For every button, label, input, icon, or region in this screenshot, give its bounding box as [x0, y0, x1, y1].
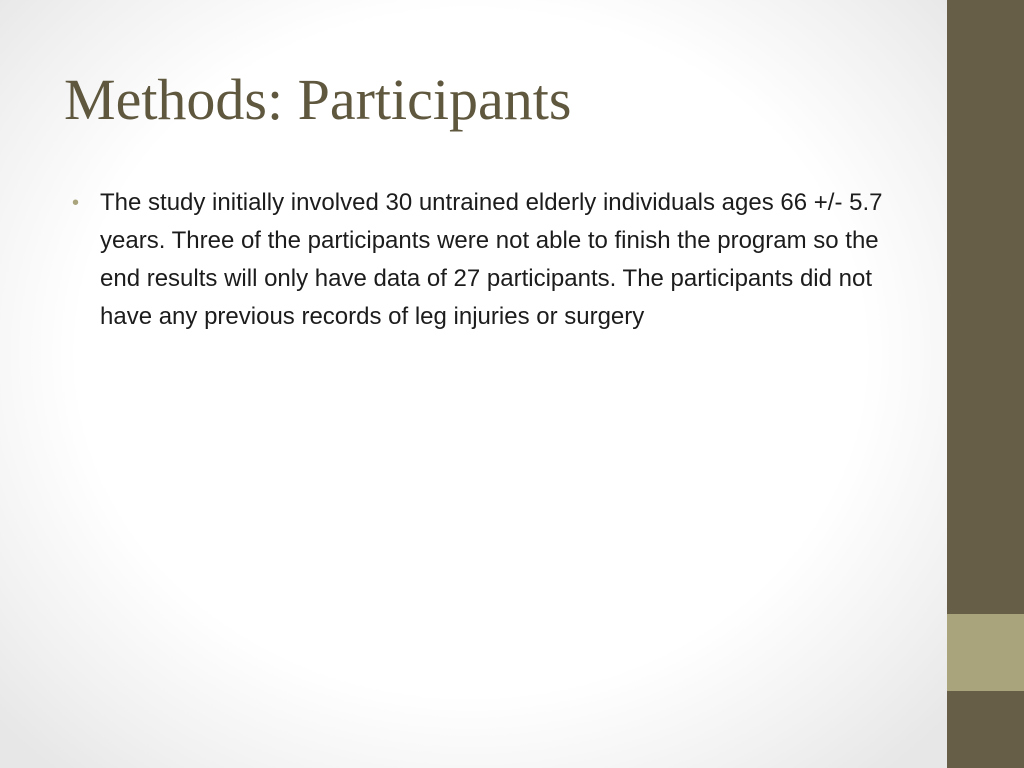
bullet-marker: • — [72, 192, 80, 214]
bullet-list — [72, 184, 892, 336]
bullet-text: The study initially involved 30 untrained elderly individuals ages 66 +/- 5.7 years. Three of the participants were not able to finish the program so the end results will only have data of 27 participants. The participants did not have any previous records of leg injuries or surgery — [100, 189, 883, 330]
decorative-sidebar-accent — [947, 614, 1024, 691]
bullet-item — [72, 184, 892, 336]
slide-title: Methods: Participants — [64, 67, 572, 132]
